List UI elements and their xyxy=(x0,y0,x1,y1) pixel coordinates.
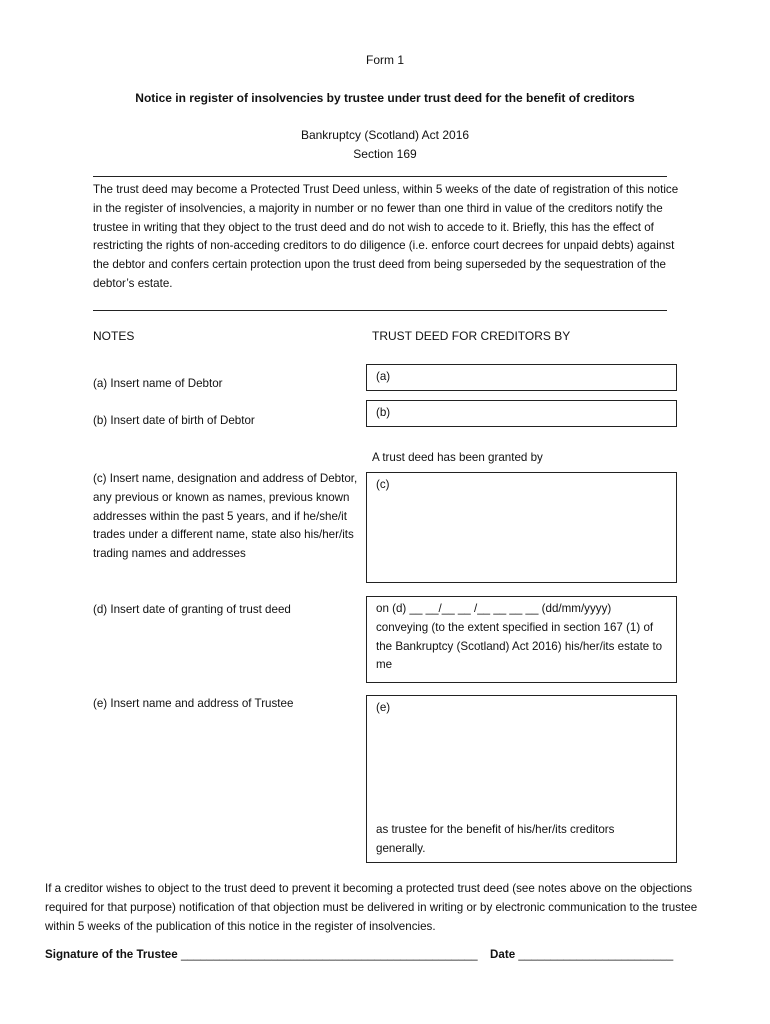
form-label: Form 1 xyxy=(365,53,404,67)
date-line[interactable]: ________________________ xyxy=(518,948,674,961)
closing-paragraph: If a creditor wishes to object to the trust deed to prevent it becoming a protected trust deed (see notes above on the objections required for that purpose) notification of that objection must be delivered in writing or by electronic communication to the trustee within 5 weeks of the publication of this notice in the register of insolvencies. xyxy=(45,882,698,933)
debtor-details-field[interactable] xyxy=(366,472,677,583)
field-c-label: (c) xyxy=(376,478,390,491)
grant-date-field[interactable] xyxy=(366,596,677,683)
signature-label: Signature of the Trustee xyxy=(45,948,178,961)
signature-line[interactable]: ______________________________________________ xyxy=(180,948,478,961)
note-a: (a) Insert name of Debtor xyxy=(93,377,223,390)
trust-heading: TRUST DEED FOR CREDITORS BY xyxy=(372,329,571,343)
note-b: (b) Insert date of birth of Debtor xyxy=(93,414,255,427)
trustee-footer-text: as trustee for the benefit of his/her/its creditors generally. xyxy=(376,823,615,856)
notes-heading: NOTES xyxy=(93,329,135,343)
divider-top xyxy=(93,176,667,177)
trustee-details-field[interactable] xyxy=(366,695,677,863)
page-title: Notice in register of insolvencies by trustee under trust deed for the benefit of creditors xyxy=(135,91,635,105)
field-e-label: (e) xyxy=(376,701,391,714)
conveying-text: conveying (to the extent specified in section 167 (1) of the Bankruptcy (Scotland) Act 2016) his/her/its estate to me xyxy=(376,620,663,672)
debtor-dob-field[interactable] xyxy=(366,400,677,427)
note-d: (d) Insert date of granting of trust deed xyxy=(93,603,291,616)
note-e: (e) Insert name and address of Trustee xyxy=(93,697,294,710)
divider-bottom xyxy=(93,310,667,311)
debtor-name-field[interactable] xyxy=(366,364,677,391)
granted-by-label: A trust deed has been granted by xyxy=(372,451,543,464)
field-b-label: (b) xyxy=(376,406,391,419)
field-a-label: (a) xyxy=(376,370,391,383)
section-label: Section 169 xyxy=(353,147,417,161)
signature-row xyxy=(45,948,745,961)
note-c: (c) Insert name, designation and address of Debtor, any previous or known as names, previous known addresses within the past 5 years, and if he/she/it trades under a different name, state also his/her/its trading names and addresses xyxy=(93,472,358,561)
date-label: Date xyxy=(490,948,516,961)
grant-date-line: on (d) __ __/__ __ /__ __ __ __ (dd/mm/yyyy) xyxy=(376,602,612,615)
intro-paragraph: The trust deed may become a Protected Trust Deed unless, within 5 weeks of the date of registration of this notice in the register of insolvencies, a majority in number or no fewer than one third in value of the creditors notify the trustee in writing that they object to the trust deed and do not wish to accede to it. Briefly, this has the effect of restricting the rights of non-acceding creditors to do diligence (i.e. enforce court decrees for unpaid debts) against the debtor and confers certain protection upon the trust deed from being superseded by the sequestration of the debtor’s estate. xyxy=(93,183,679,290)
act-name: Bankruptcy (Scotland) Act 2016 xyxy=(300,128,470,142)
